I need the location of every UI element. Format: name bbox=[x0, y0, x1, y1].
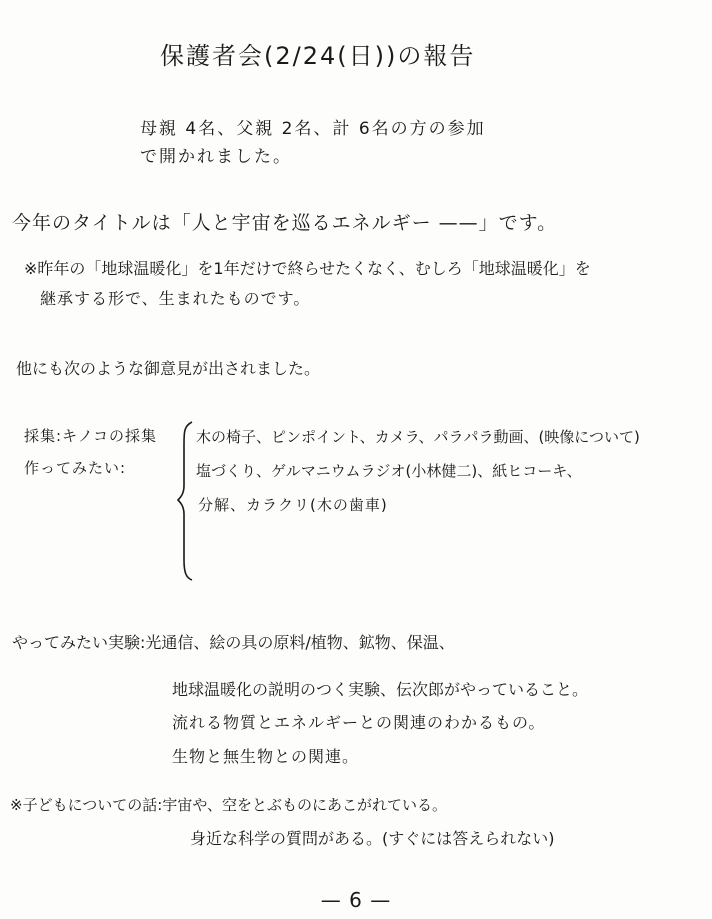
attendance-line-2: で開かれました。 bbox=[140, 147, 292, 167]
collect-label: 採集:キノコの採集 bbox=[24, 427, 158, 445]
theme-note-line-2: 継承する形で、生まれたものです。 bbox=[40, 289, 311, 308]
experiment-item: 生物と無生物との関連。 bbox=[172, 747, 360, 766]
theme-note-line-1: ※昨年の「地球温暖化」を1年だけで終らせたくなく、むしろ「地球温暖化」を bbox=[24, 259, 591, 278]
experiment-item: 地球温暖化の説明のつく実験、伝次郎がやっていること。 bbox=[172, 680, 589, 699]
children-note-line-2: 身近な科学の質問がある。(すぐには答えられない) bbox=[190, 829, 555, 848]
experiment-item: 流れる物質とエネルギーとの関連のわかるもの。 bbox=[172, 713, 546, 732]
make-item: 塩づくり、ゲルマニウムラジオ(小林健二)、紙ヒコーキ、 bbox=[196, 462, 582, 480]
make-item: 木の椅子、ピンポイント、カメラ、パラパラ動画、(映像について) bbox=[196, 428, 640, 446]
page-title: 保護者会(2/24(日))の報告 bbox=[160, 42, 476, 70]
make-item: 分解、カラクリ(木の歯車) bbox=[198, 496, 388, 514]
children-note-line-1: ※子どもについての話:宇宙や、空をとぶものにあこがれている。 bbox=[10, 796, 448, 814]
make-label: 作ってみたい: bbox=[24, 459, 127, 477]
opinions-intro: 他にも次のような御意見が出されました。 bbox=[16, 359, 321, 378]
experiments-label: やってみたい実験:光通信、絵の具の原料/植物、鉱物、保温、 bbox=[12, 633, 455, 652]
theme-statement: 今年のタイトルは「人と宇宙を巡るエネルギー ——」です。 bbox=[12, 212, 558, 234]
brace-bracket bbox=[176, 420, 196, 582]
page-number: — 6 — bbox=[320, 888, 392, 912]
attendance-line-1: 母親 4名、父親 2名、計 6名の方の参加 bbox=[140, 119, 486, 139]
